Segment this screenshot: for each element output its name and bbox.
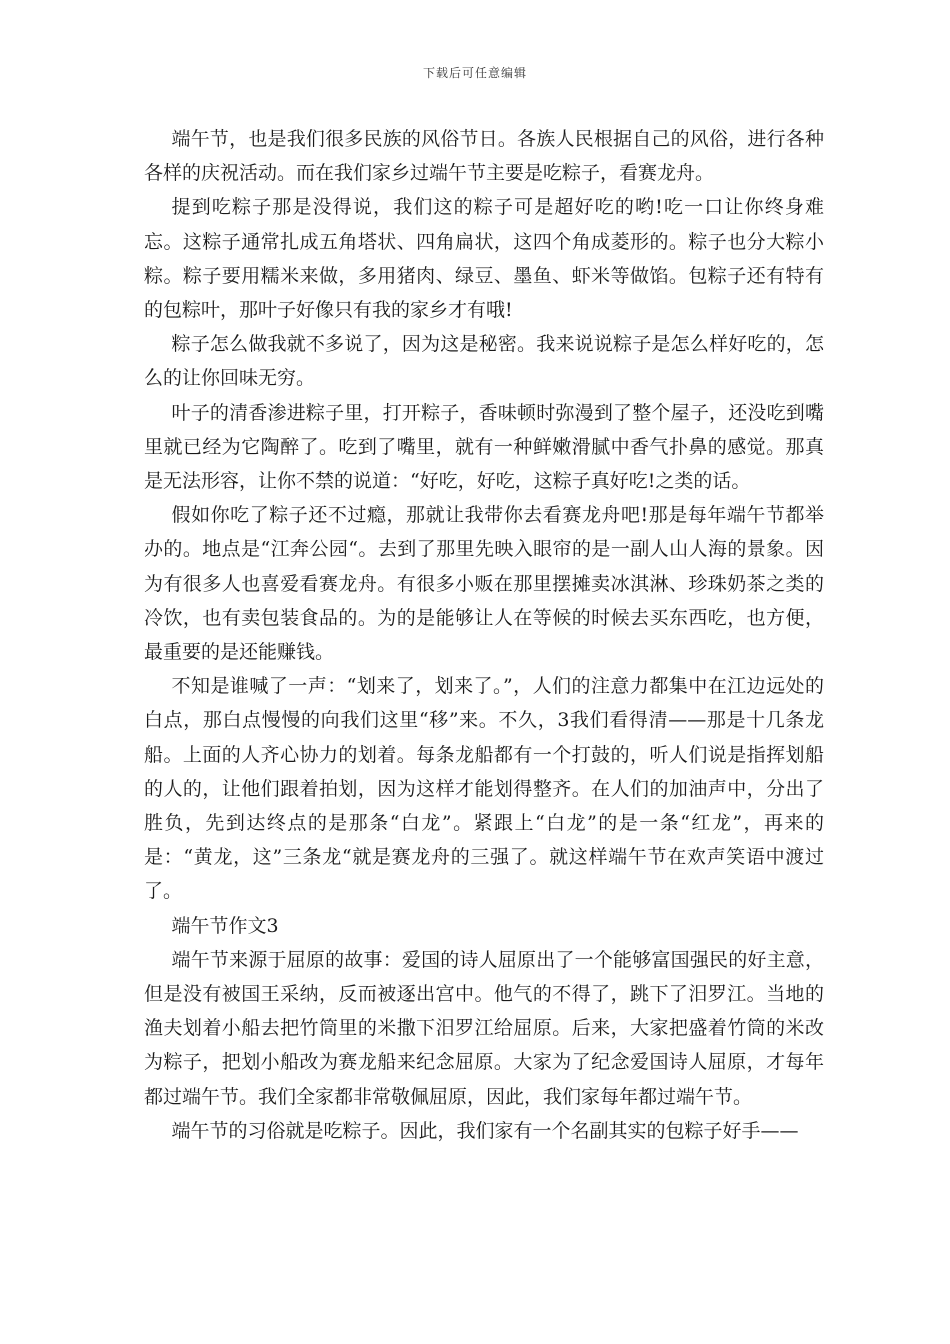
paragraph-4: 叶子的清香渗进粽子里，打开粽子，香味顿时弥漫到了整个屋子，还没吃到嘴里就已经为它陶醉了。吃到了嘴里，就有一种鲜嫩滑腻中香气扑鼻的感觉。那真是无法形容，让你不禁的说道：“好吃，好吃，这粽子真好吃!之类的话。 (144, 401, 824, 493)
section-title: 端午节作文3 (171, 914, 279, 937)
paragraph-1: 端午节，也是我们很多民族的风俗节日。各族人民根据自己的风俗，进行各种各样的庆祝活动。而在我们家乡过端午节主要是吃粽子，看赛龙舟。 (144, 128, 824, 185)
paragraph-3: 粽子怎么做我就不多说了，因为这是秘密。我来说说粽子是怎么样好吃的，怎么的让你回味无穷。 (144, 333, 824, 390)
paragraph-6: 不知是谁喊了一声：“划来了，划来了。”，人们的注意力都集中在江边远处的白点，那白点慢慢的向我们这里“移”来。不久，3我们看得清——那是十几条龙船。上面的人齐心协力的划着。每条龙船都有一个打鼓的，听人们说是指挥划船的人的，让他们跟着拍划，因为这样才能划得整齐。在人们的加油声中，分出了胜负，先到达终点的是那条“白龙”。紧跟上“白龙”的是一条“红龙”，再来的是：“黄龙，这”三条龙“就是赛龙舟的三强了。就这样端午节在欢声笑语中渡过了。 (144, 675, 824, 903)
paragraph-5: 假如你吃了粽子还不过瘾，那就让我带你去看赛龙舟吧!那是每年端午节都举办的。地点是“江奔公园“。去到了那里先映入眼帘的是一副人山人海的景象。因为有很多人也喜爱看赛龙舟。有很多小贩在那里摆摊卖冰淇淋、珍珠奶茶之类的冷饮，也有卖包装食品的。为的是能够让人在等候的时候去买东西吃，也方便，最重要的是还能赚钱。 (144, 504, 824, 664)
paragraph-7: 端午节来源于屈原的故事：爱国的诗人屈原出了一个能够富国强民的好主意，但是没有被国王采纳，反而被逐出宫中。他气的不得了，跳下了汨罗江。当地的渔夫划着小船去把竹筒里的米撒下汨罗江给屈原。后来，大家把盛着竹筒的米改为粽子，把划小船改为赛龙船来纪念屈原。大家为了纪念爱国诗人屈原，才每年都过端午节。我们全家都非常敬佩屈原，因此，我们家每年都过端午节。 (144, 948, 824, 1108)
paragraph-8: 端午节的习俗就是吃粽子。因此，我们家有一个名副其实的包粽子好手—— (171, 1119, 799, 1142)
paragraph-2: 提到吃粽子那是没得说，我们这的粽子可是超好吃的哟!吃一口让你终身难忘。这粽子通常扎成五角塔状、四角扁状，这四个角成菱形的。粽子也分大粽小粽。粽子要用糯米来做，多用猪肉、绿豆、墨鱼、虾米等做馅。包粽子还有特有的包粽叶，那叶子好像只有我的家乡才有哦! (144, 196, 824, 322)
document-body (144, 122, 824, 1148)
header-note: 下载后可任意编辑 (422, 66, 527, 80)
